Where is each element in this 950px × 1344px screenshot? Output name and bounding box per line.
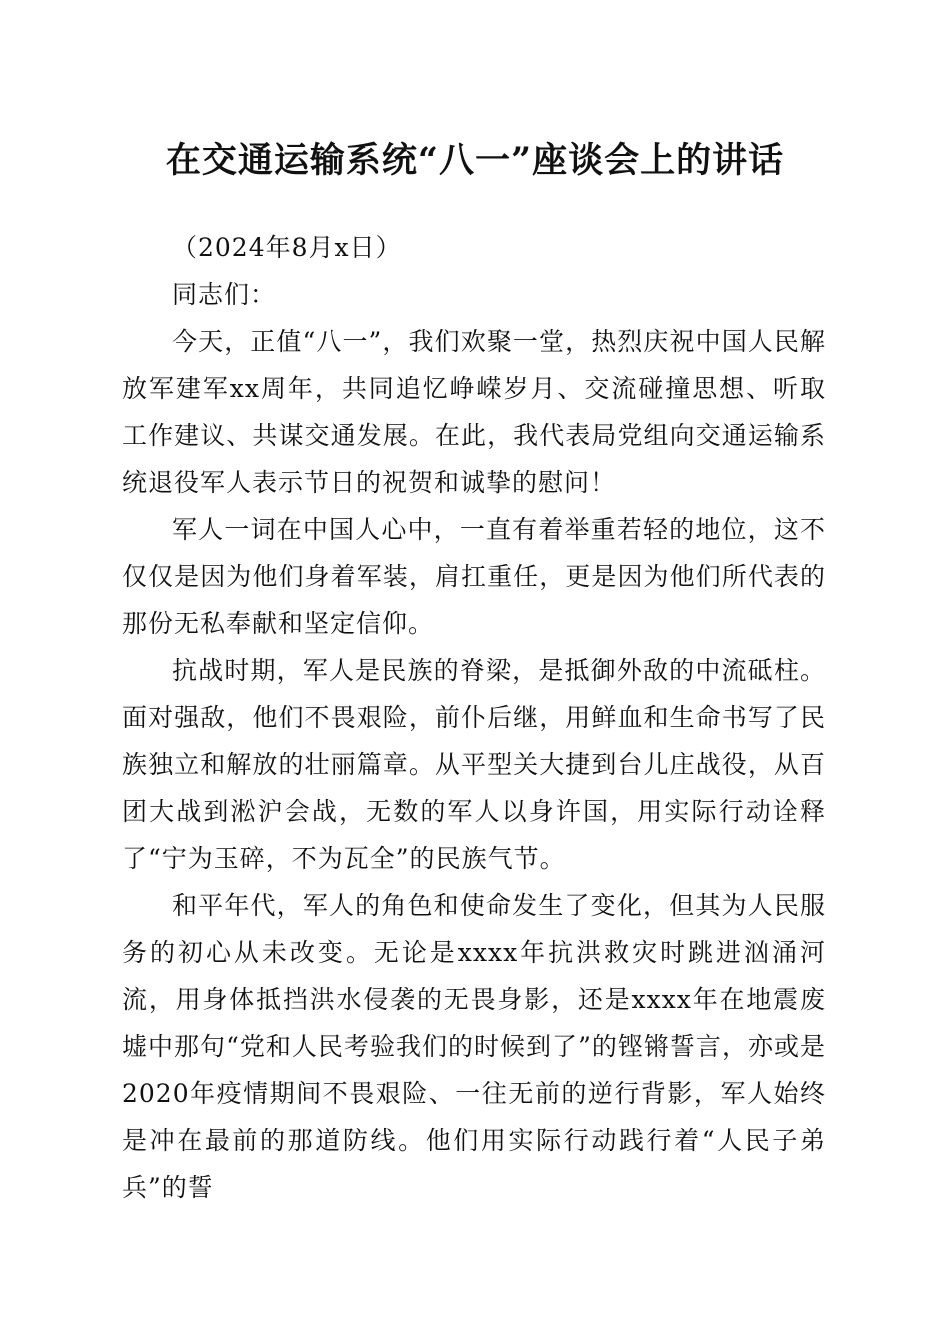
paragraph: 抗战时期，军人是民族的脊梁，是抵御外敌的中流砥柱。面对强敌，他们不畏艰险，前仆后继，用鲜血和生命书写了民族独立和解放的壮丽篇章。从平型关大捷到台儿庄战役，从百团大战到淞沪会战，无数的军人以身许国，用实际行动诠释了“宁为玉碎，不为瓦全”的民族气节。 — [122, 656, 826, 873]
date-line: （2024年8月x日） — [172, 233, 402, 262]
paragraph: 和平年代，军人的角色和使命发生了变化，但其为人民服务的初心从未改变。无论是xxxx年抗洪救灾时跳进汹涌河流，用身体抵挡洪水侵袭的无畏身影，还是xxxx年在地震废墟中那句“党和人民考验我们的时候到了”的铿锵誓言，亦或是2020年疫情期间不畏艰险、一往无前的逆行背影，军人始终是冲在最前的那道防线。他们用实际行动践行着“人民子弟兵”的誓 — [122, 891, 826, 1202]
document-body — [122, 224, 826, 1211]
paragraph: 今天，正值“八一”，我们欢聚一堂，热烈庆祝中国人民解放军建军xx周年，共同追忆峥嵘岁月、交流碰撞思想、听取工作建议、共谋交通发展。在此，我代表局党组向交通运输系统退役军人表示节日的祝贺和诚挚的慰问！ — [122, 327, 826, 497]
salutation: 同志们： — [172, 280, 277, 309]
document-title: 在交通运输系统“八一”座谈会上的讲话 — [165, 140, 785, 181]
paragraph: 军人一词在中国人心中，一直有着举重若轻的地位，这不仅仅是因为他们身着军装，肩扛重任，更是因为他们所代表的那份无私奉献和坚定信仰。 — [122, 515, 826, 638]
